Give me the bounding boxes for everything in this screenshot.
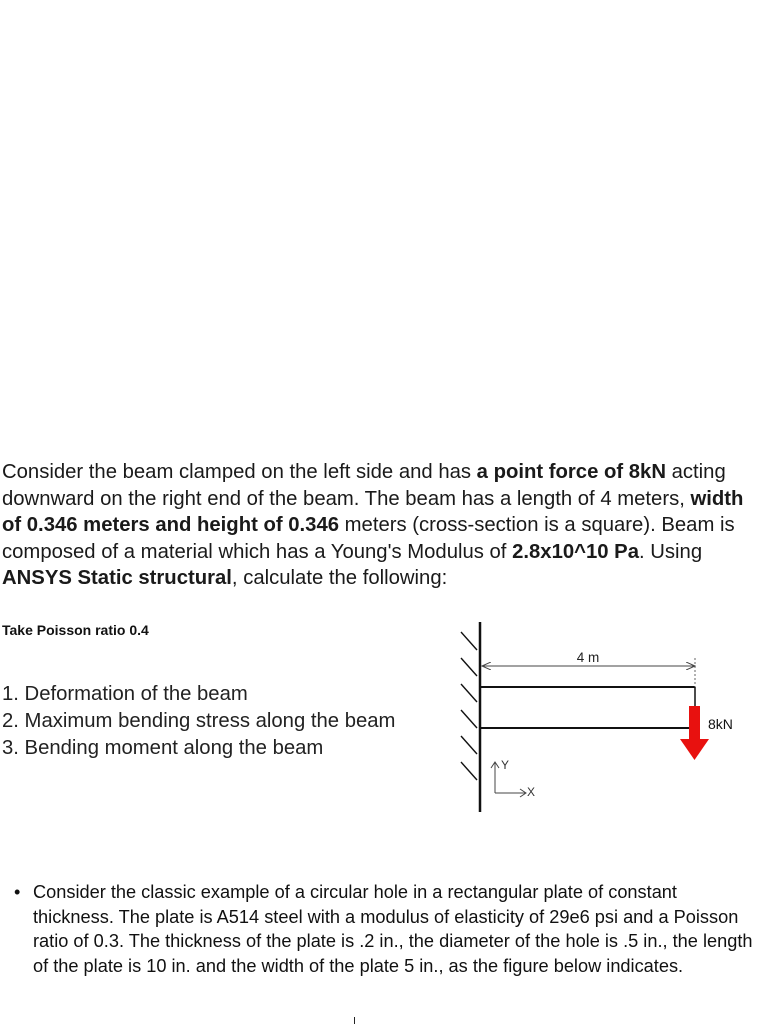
- figure-edge-mark: [354, 1017, 355, 1024]
- x-axis-label: X: [527, 785, 536, 799]
- task-item-bending-stress: 2. Maximum bending stress along the beam: [2, 710, 396, 732]
- point-force: [680, 706, 733, 760]
- force-arrow-head: [680, 739, 709, 760]
- problem-text-3: meters (cross-section is a square). Beam is composed of a material which has a Young's Modulus of: [2, 514, 735, 563]
- task-item-deformation: 1. Deformation of the beam: [2, 683, 248, 705]
- bullet-text: Consider the classic example of a circular hole in a rectangular plate of constant thickness. The plate is A514 steel with a modulus of elasticity of 29e6 psi and a Poisson ratio of 0.3. The thickness of the plate is .2 in., the diameter of the hole is .5 in., the length of the plate is 10 in. and the width of the plate 5 in., as the figure below indicates.: [33, 882, 753, 976]
- bullet-symbol: •: [14, 882, 21, 902]
- task-list: [2, 681, 395, 762]
- force-arrow-shaft: [689, 706, 700, 740]
- length-label: 4 m: [576, 650, 600, 665]
- problem-force-emphasis: a point force of 8kN: [476, 461, 666, 483]
- wall-support: [461, 622, 480, 812]
- task-item-bending-moment: 3. Bending moment along the beam: [2, 737, 324, 759]
- length-dimension: [482, 650, 695, 687]
- problem-text-2: acting downward on the right end of the beam. The beam has a length of 4 meters,: [2, 461, 726, 510]
- coordinate-axes: [491, 758, 535, 799]
- problem-text-1: Consider the beam clamped on the left side and has: [2, 461, 477, 483]
- y-axis-label: Y: [501, 758, 510, 772]
- poisson-note: Take Poisson ratio 0.4: [2, 622, 149, 638]
- force-label: 8kN: [708, 716, 733, 732]
- problem-statement: [2, 459, 764, 592]
- problem-software-emphasis: ANSYS Static structural: [2, 567, 232, 589]
- problem-text-5: , calculate the following:: [231, 567, 448, 589]
- problem-dimensions-emphasis: width of 0.346 meters and height of 0.346: [2, 487, 744, 536]
- bullet-paragraph: [14, 880, 757, 978]
- wall-hatching: [461, 632, 477, 780]
- problem-modulus-emphasis: 2.8x10^10 Pa: [512, 540, 639, 563]
- problem-text-4: . Using: [638, 540, 703, 563]
- beam: [480, 687, 695, 728]
- cantilever-beam-figure: [445, 618, 765, 818]
